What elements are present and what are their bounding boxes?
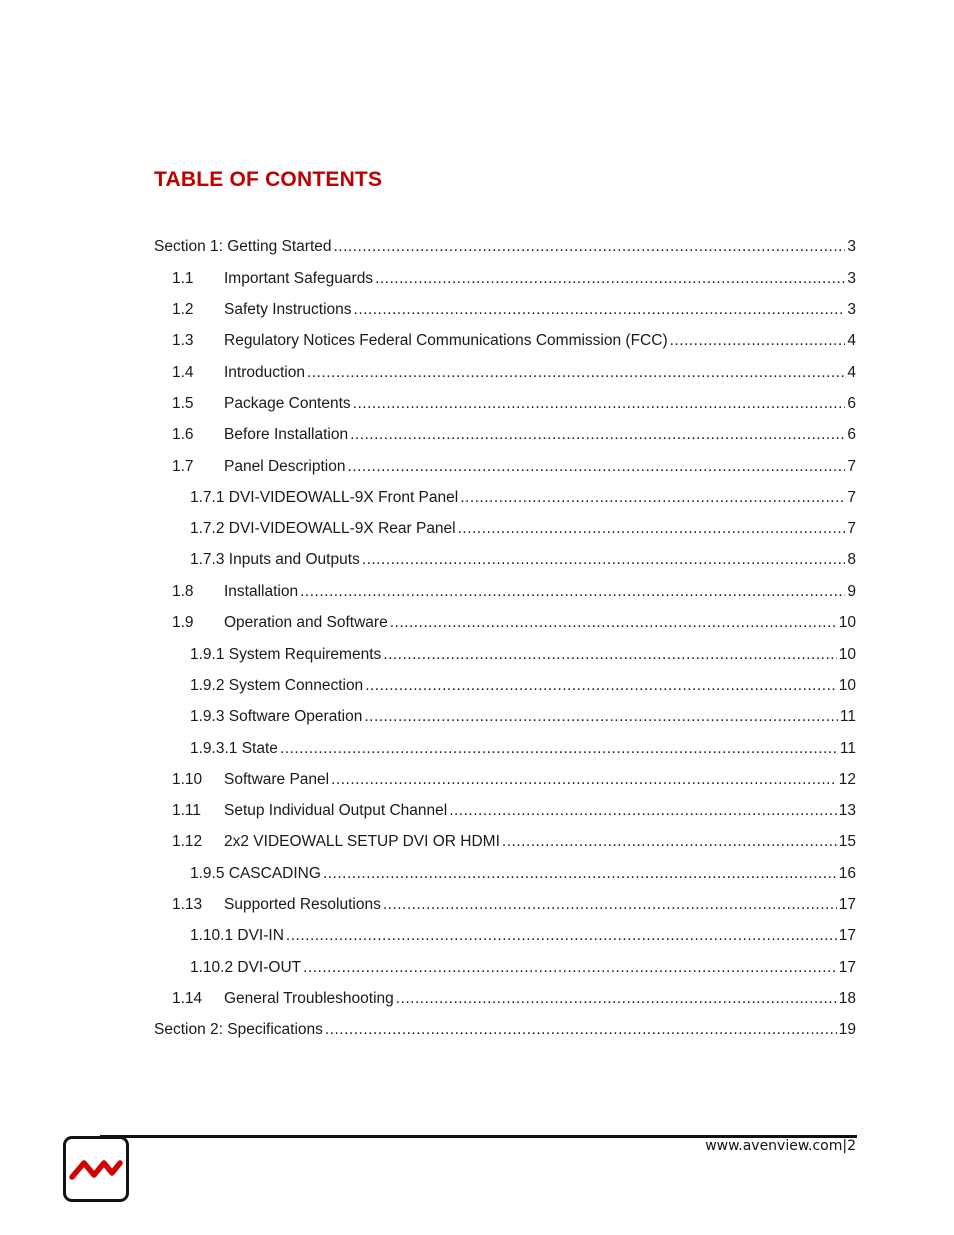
toc-entry-text: Before Installation xyxy=(224,426,349,443)
toc-entry[interactable] xyxy=(172,301,856,323)
toc-entry-number: 1.10 xyxy=(172,771,203,788)
dot-leader xyxy=(303,959,837,977)
toc-entry-number: 1.7 xyxy=(172,458,194,475)
dot-leader xyxy=(460,489,845,507)
dot-leader xyxy=(458,520,846,538)
dot-leader xyxy=(286,927,837,945)
toc-entry-text: 1.7.1 DVI-VIDEOWALL-9X Front Panel xyxy=(190,489,459,506)
dot-leader xyxy=(502,833,837,851)
footer-url-text: www.avenview.com xyxy=(705,1138,843,1154)
toc-subentry[interactable] xyxy=(190,646,856,668)
toc-entry-text: Regulatory Notices Federal Communications Commission (FCC) xyxy=(224,332,668,349)
page-number: 2 xyxy=(847,1138,856,1154)
toc-entry-text: Panel Description xyxy=(224,458,346,475)
dot-leader xyxy=(362,551,846,569)
dot-leader xyxy=(280,740,838,758)
toc-entry-text: General Troubleshooting xyxy=(224,990,394,1007)
toc-entry-text: Operation and Software xyxy=(224,614,388,631)
toc-title: TABLE OF CONTENTS xyxy=(154,168,383,191)
toc-entry[interactable] xyxy=(172,771,856,793)
toc-subentry[interactable] xyxy=(190,927,856,949)
toc-entry-number: 1.8 xyxy=(172,583,194,600)
dot-leader xyxy=(396,990,837,1008)
toc-entry[interactable] xyxy=(172,426,856,448)
toc-entry-page: 6 xyxy=(847,426,856,443)
toc-entry-text: Setup Individual Output Channel xyxy=(224,802,448,819)
avenview-logo-icon xyxy=(63,1136,129,1202)
toc-entry-number: 1.2 xyxy=(172,301,194,318)
toc-entry-text: Package Contents xyxy=(224,395,351,412)
dot-leader xyxy=(350,426,845,444)
footer-separator: | xyxy=(842,1138,848,1154)
dot-leader xyxy=(323,865,837,883)
toc-entry[interactable] xyxy=(172,833,856,855)
dot-leader xyxy=(347,458,845,476)
dot-leader xyxy=(449,802,837,820)
toc-entry-page: 10 xyxy=(838,677,856,694)
dot-leader xyxy=(383,896,837,914)
toc-entry-text: 1.9.2 System Connection xyxy=(190,677,364,694)
dot-leader xyxy=(390,614,837,632)
toc-subentry[interactable] xyxy=(190,551,856,573)
toc-entry-number: 1.13 xyxy=(172,896,203,913)
toc-subentry[interactable] xyxy=(190,489,856,511)
toc-entry-page: 9 xyxy=(847,583,856,600)
toc-subentry[interactable] xyxy=(190,865,856,887)
toc-entry-page: 8 xyxy=(847,551,856,568)
toc-entry[interactable] xyxy=(172,332,856,354)
toc-subentry[interactable] xyxy=(190,708,856,730)
toc-entry-text: 1.10.1 DVI-IN xyxy=(190,927,284,944)
toc-entry-page: 3 xyxy=(847,270,856,287)
toc-entry-text: 2x2 VIDEOWALL SETUP DVI OR HDMI xyxy=(224,833,500,850)
toc-entry-page: 12 xyxy=(838,771,856,788)
dot-leader xyxy=(354,301,846,319)
toc-entry-text: Introduction xyxy=(224,364,305,381)
toc-entry[interactable] xyxy=(172,583,856,605)
toc-entry[interactable] xyxy=(172,364,856,386)
toc-entry-text: 1.10.2 DVI-OUT xyxy=(190,959,302,976)
toc-subentry[interactable] xyxy=(190,959,856,981)
toc-entry[interactable] xyxy=(172,395,856,417)
toc-entry[interactable] xyxy=(172,990,856,1012)
toc-entry-text: Installation xyxy=(224,583,299,600)
toc-entry-text: Safety Instructions xyxy=(224,301,352,318)
toc-entry-text: Important Safeguards xyxy=(224,270,374,287)
toc-entry-text: 1.7.2 DVI-VIDEOWALL-9X Rear Panel xyxy=(190,520,456,537)
toc-entry-page: 7 xyxy=(847,489,856,506)
dot-leader xyxy=(334,238,846,256)
toc-entry-section-2[interactable] xyxy=(154,1021,856,1043)
toc-subentry[interactable] xyxy=(190,677,856,699)
dot-leader xyxy=(307,364,845,382)
toc-subentry[interactable] xyxy=(190,740,856,762)
toc-entry-page: 4 xyxy=(847,364,856,381)
toc-entry-number: 1.14 xyxy=(172,990,203,1007)
toc-entry-text: Section 2: Specifications xyxy=(154,1021,323,1038)
toc-entry-text: 1.9.3 Software Operation xyxy=(190,708,363,725)
footer-url[interactable] xyxy=(705,1138,856,1154)
toc-entry-page: 19 xyxy=(838,1021,856,1038)
toc-entry-page: 4 xyxy=(847,332,856,349)
toc-entry-page: 11 xyxy=(839,740,856,757)
toc-entry-text: Section 1: Getting Started xyxy=(154,238,332,255)
dot-leader xyxy=(383,646,836,664)
toc-entry-number: 1.6 xyxy=(172,426,194,443)
toc-entry[interactable] xyxy=(172,802,856,824)
toc-entry-page: 13 xyxy=(838,802,856,819)
toc-entry-page: 10 xyxy=(838,614,856,631)
toc-entry-number: 1.5 xyxy=(172,395,194,412)
toc-entry-section-1[interactable] xyxy=(154,238,856,260)
toc-entry-page: 16 xyxy=(838,865,856,882)
toc-entry[interactable] xyxy=(172,458,856,480)
toc-entry-number: 1.1 xyxy=(172,270,194,287)
toc-entry-number: 1.3 xyxy=(172,332,194,349)
toc-entry-page: 7 xyxy=(847,458,856,475)
toc-entry-text: Supported Resolutions xyxy=(224,896,381,913)
toc-entry-page: 10 xyxy=(838,646,856,663)
dot-leader xyxy=(300,583,845,601)
toc-entry-text: 1.9.5 CASCADING xyxy=(190,865,321,882)
dot-leader xyxy=(670,332,846,350)
toc-entry-page: 11 xyxy=(839,708,856,725)
toc-entry-text: 1.9.3.1 State xyxy=(190,740,278,757)
dot-leader xyxy=(325,1021,837,1039)
toc-entry-number: 1.11 xyxy=(172,802,202,819)
dot-leader xyxy=(353,395,846,413)
toc-entry-page: 3 xyxy=(847,238,856,255)
toc-entry-page: 17 xyxy=(838,959,856,976)
toc-entry[interactable] xyxy=(172,270,856,292)
avenview-logo-mark xyxy=(66,1139,126,1199)
dot-leader xyxy=(375,270,845,288)
toc-entry-page: 17 xyxy=(838,896,856,913)
toc-entry-page: 3 xyxy=(847,301,856,318)
toc-entry-page: 15 xyxy=(838,833,856,850)
toc-entry-page: 7 xyxy=(847,520,856,537)
toc-entry-page: 17 xyxy=(838,927,856,944)
dot-leader xyxy=(365,677,837,695)
toc-entry[interactable] xyxy=(172,896,856,918)
dot-leader xyxy=(331,771,837,789)
toc-entry-page: 18 xyxy=(838,990,856,1007)
toc-entry-text: 1.9.1 System Requirements xyxy=(190,646,382,663)
toc-entry-text: 1.7.3 Inputs and Outputs xyxy=(190,551,360,568)
toc-entry-text: Software Panel xyxy=(224,771,330,788)
toc-entry[interactable] xyxy=(172,614,856,636)
toc-entry-number: 1.4 xyxy=(172,364,194,381)
toc-subentry[interactable] xyxy=(190,520,856,542)
toc-entry-number: 1.9 xyxy=(172,614,194,631)
toc-entry-page: 6 xyxy=(847,395,856,412)
toc-entry-number: 1.12 xyxy=(172,833,203,850)
dot-leader xyxy=(364,708,838,726)
